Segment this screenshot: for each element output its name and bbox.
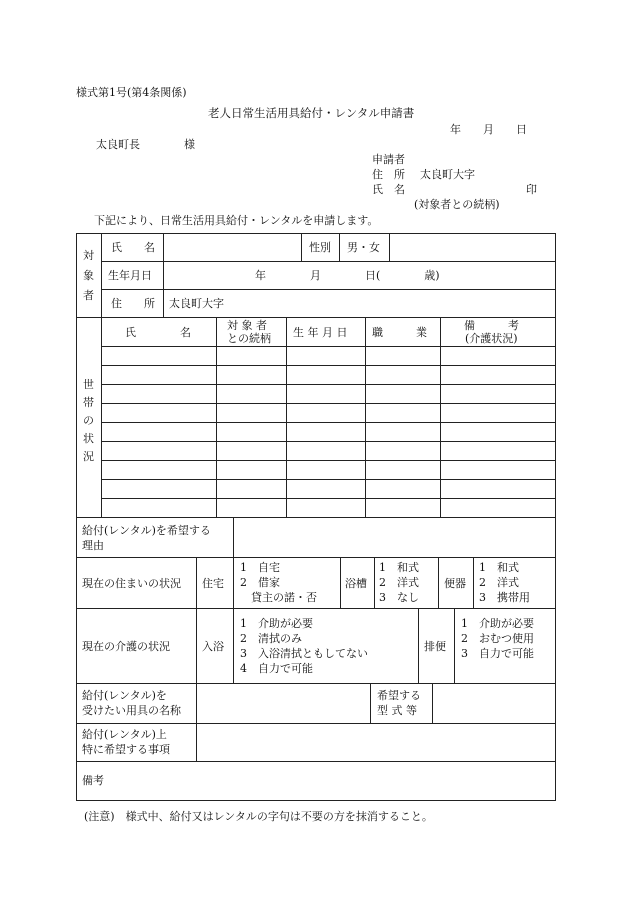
household-label-1: 世 [83, 378, 94, 391]
toilet-label: 便器 [444, 577, 466, 590]
household-header-remarks-1: 備 考 [464, 319, 519, 332]
special-label-1: 給付(レンタル)上 [82, 728, 167, 741]
household-section [76, 317, 556, 518]
equipment-section [76, 683, 556, 724]
bathtub-option-1[interactable]: 1 和式 [379, 561, 419, 574]
subject-label-1: 対 [83, 249, 94, 262]
model-label-2: 型 式 等 [377, 704, 417, 717]
house-option-1[interactable]: 1 自宅 [240, 561, 280, 574]
toilet-option-1[interactable]: 1 和式 [479, 561, 519, 574]
care-bath-option-4[interactable]: 4 自力で可能 [240, 662, 313, 675]
household-header-remarks-2: (介護状況) [465, 332, 518, 345]
applicant-address-value: 太良町大字 [420, 168, 475, 181]
care-bath-option-3[interactable]: 3 入浴清拭ともしてない [240, 647, 368, 660]
birth-value[interactable]: 年 月 日( 歳) [255, 269, 440, 282]
reason-section [76, 517, 556, 558]
care-bath-label: 入浴 [202, 640, 224, 653]
seal-mark: 印 [526, 183, 537, 196]
household-header-job: 職 業 [372, 326, 427, 339]
subject-name-label: 氏 名 [111, 241, 155, 254]
housing-section [76, 557, 556, 609]
house-option-3[interactable]: 貸主の諾・否 [240, 591, 317, 604]
form-title: 老人日常生活用具給付・レンタル申請書 [208, 106, 415, 120]
household-label-3: の [83, 414, 94, 427]
bathtub-option-2[interactable]: 2 洋式 [379, 576, 419, 589]
gender-label: 性別 [309, 241, 331, 254]
house-label: 住宅 [202, 577, 224, 590]
birth-label: 生年月日 [108, 269, 152, 282]
subject-address-label: 住 所 [111, 297, 155, 310]
reason-label-2: 理由 [82, 539, 104, 552]
footnote: (注意) 様式中、給付又はレンタルの字句は不要の方を抹消すること。 [84, 810, 433, 823]
gender-value[interactable]: 男・女 [347, 241, 380, 254]
subject-label-3: 者 [83, 289, 94, 302]
housing-label: 現在の住まいの状況 [82, 577, 181, 590]
excretion-option-2[interactable]: 2 おむつ使用 [461, 632, 534, 645]
intro-text: 下記により、日常生活用具給付・レンタルを申請します。 [94, 214, 379, 227]
form-number: 様式第1号(第4条関係) [76, 86, 187, 99]
subject-section [76, 233, 556, 318]
application-date: 年 月 日 [450, 123, 527, 136]
household-label-5: 況 [83, 450, 94, 463]
relation-note: (対象者との続柄) [414, 198, 500, 211]
house-option-2[interactable]: 2 借家 [240, 576, 280, 589]
toilet-option-2[interactable]: 2 洋式 [479, 576, 519, 589]
special-label-2: 特に希望する事項 [82, 743, 170, 756]
remarks-label: 備考 [82, 774, 104, 787]
household-header-name: 氏 名 [125, 326, 191, 339]
addressee: 太良町長 様 [96, 138, 195, 151]
care-section [76, 608, 556, 684]
bathtub-label: 浴槽 [345, 577, 367, 590]
applicant-label: 申請者 [372, 153, 405, 166]
excretion-label: 排便 [424, 640, 446, 653]
excretion-option-1[interactable]: 1 介助が必要 [461, 617, 534, 630]
household-header-relation-2: との続柄 [227, 332, 271, 345]
household-label-4: 状 [83, 432, 94, 445]
equipment-label-2: 受けたい用具の名称 [82, 704, 181, 717]
equipment-label-1: 給付(レンタル)を [82, 689, 167, 702]
bathtub-option-3[interactable]: 3 なし [379, 591, 419, 604]
subject-label-2: 象 [83, 269, 94, 282]
subject-address-value[interactable]: 太良町大字 [169, 297, 224, 310]
care-label: 現在の介護の状況 [82, 640, 170, 653]
household-label-2: 帯 [83, 396, 94, 409]
special-section [76, 723, 556, 762]
household-header-relation-1: 対 象 者 [227, 319, 267, 332]
care-bath-option-1[interactable]: 1 介助が必要 [240, 617, 313, 630]
household-header-birth: 生 年 月 日 [293, 326, 348, 339]
excretion-option-3[interactable]: 3 自力で可能 [461, 647, 534, 660]
model-label-1: 希望する [377, 689, 421, 702]
remarks-section [76, 761, 556, 801]
reason-label-1: 給付(レンタル)を希望する [82, 524, 211, 537]
applicant-name-label: 氏 名 [372, 183, 405, 196]
applicant-address-label: 住 所 [372, 168, 405, 181]
toilet-option-3[interactable]: 3 携帯用 [479, 591, 530, 604]
care-bath-option-2[interactable]: 2 清拭のみ [240, 632, 302, 645]
